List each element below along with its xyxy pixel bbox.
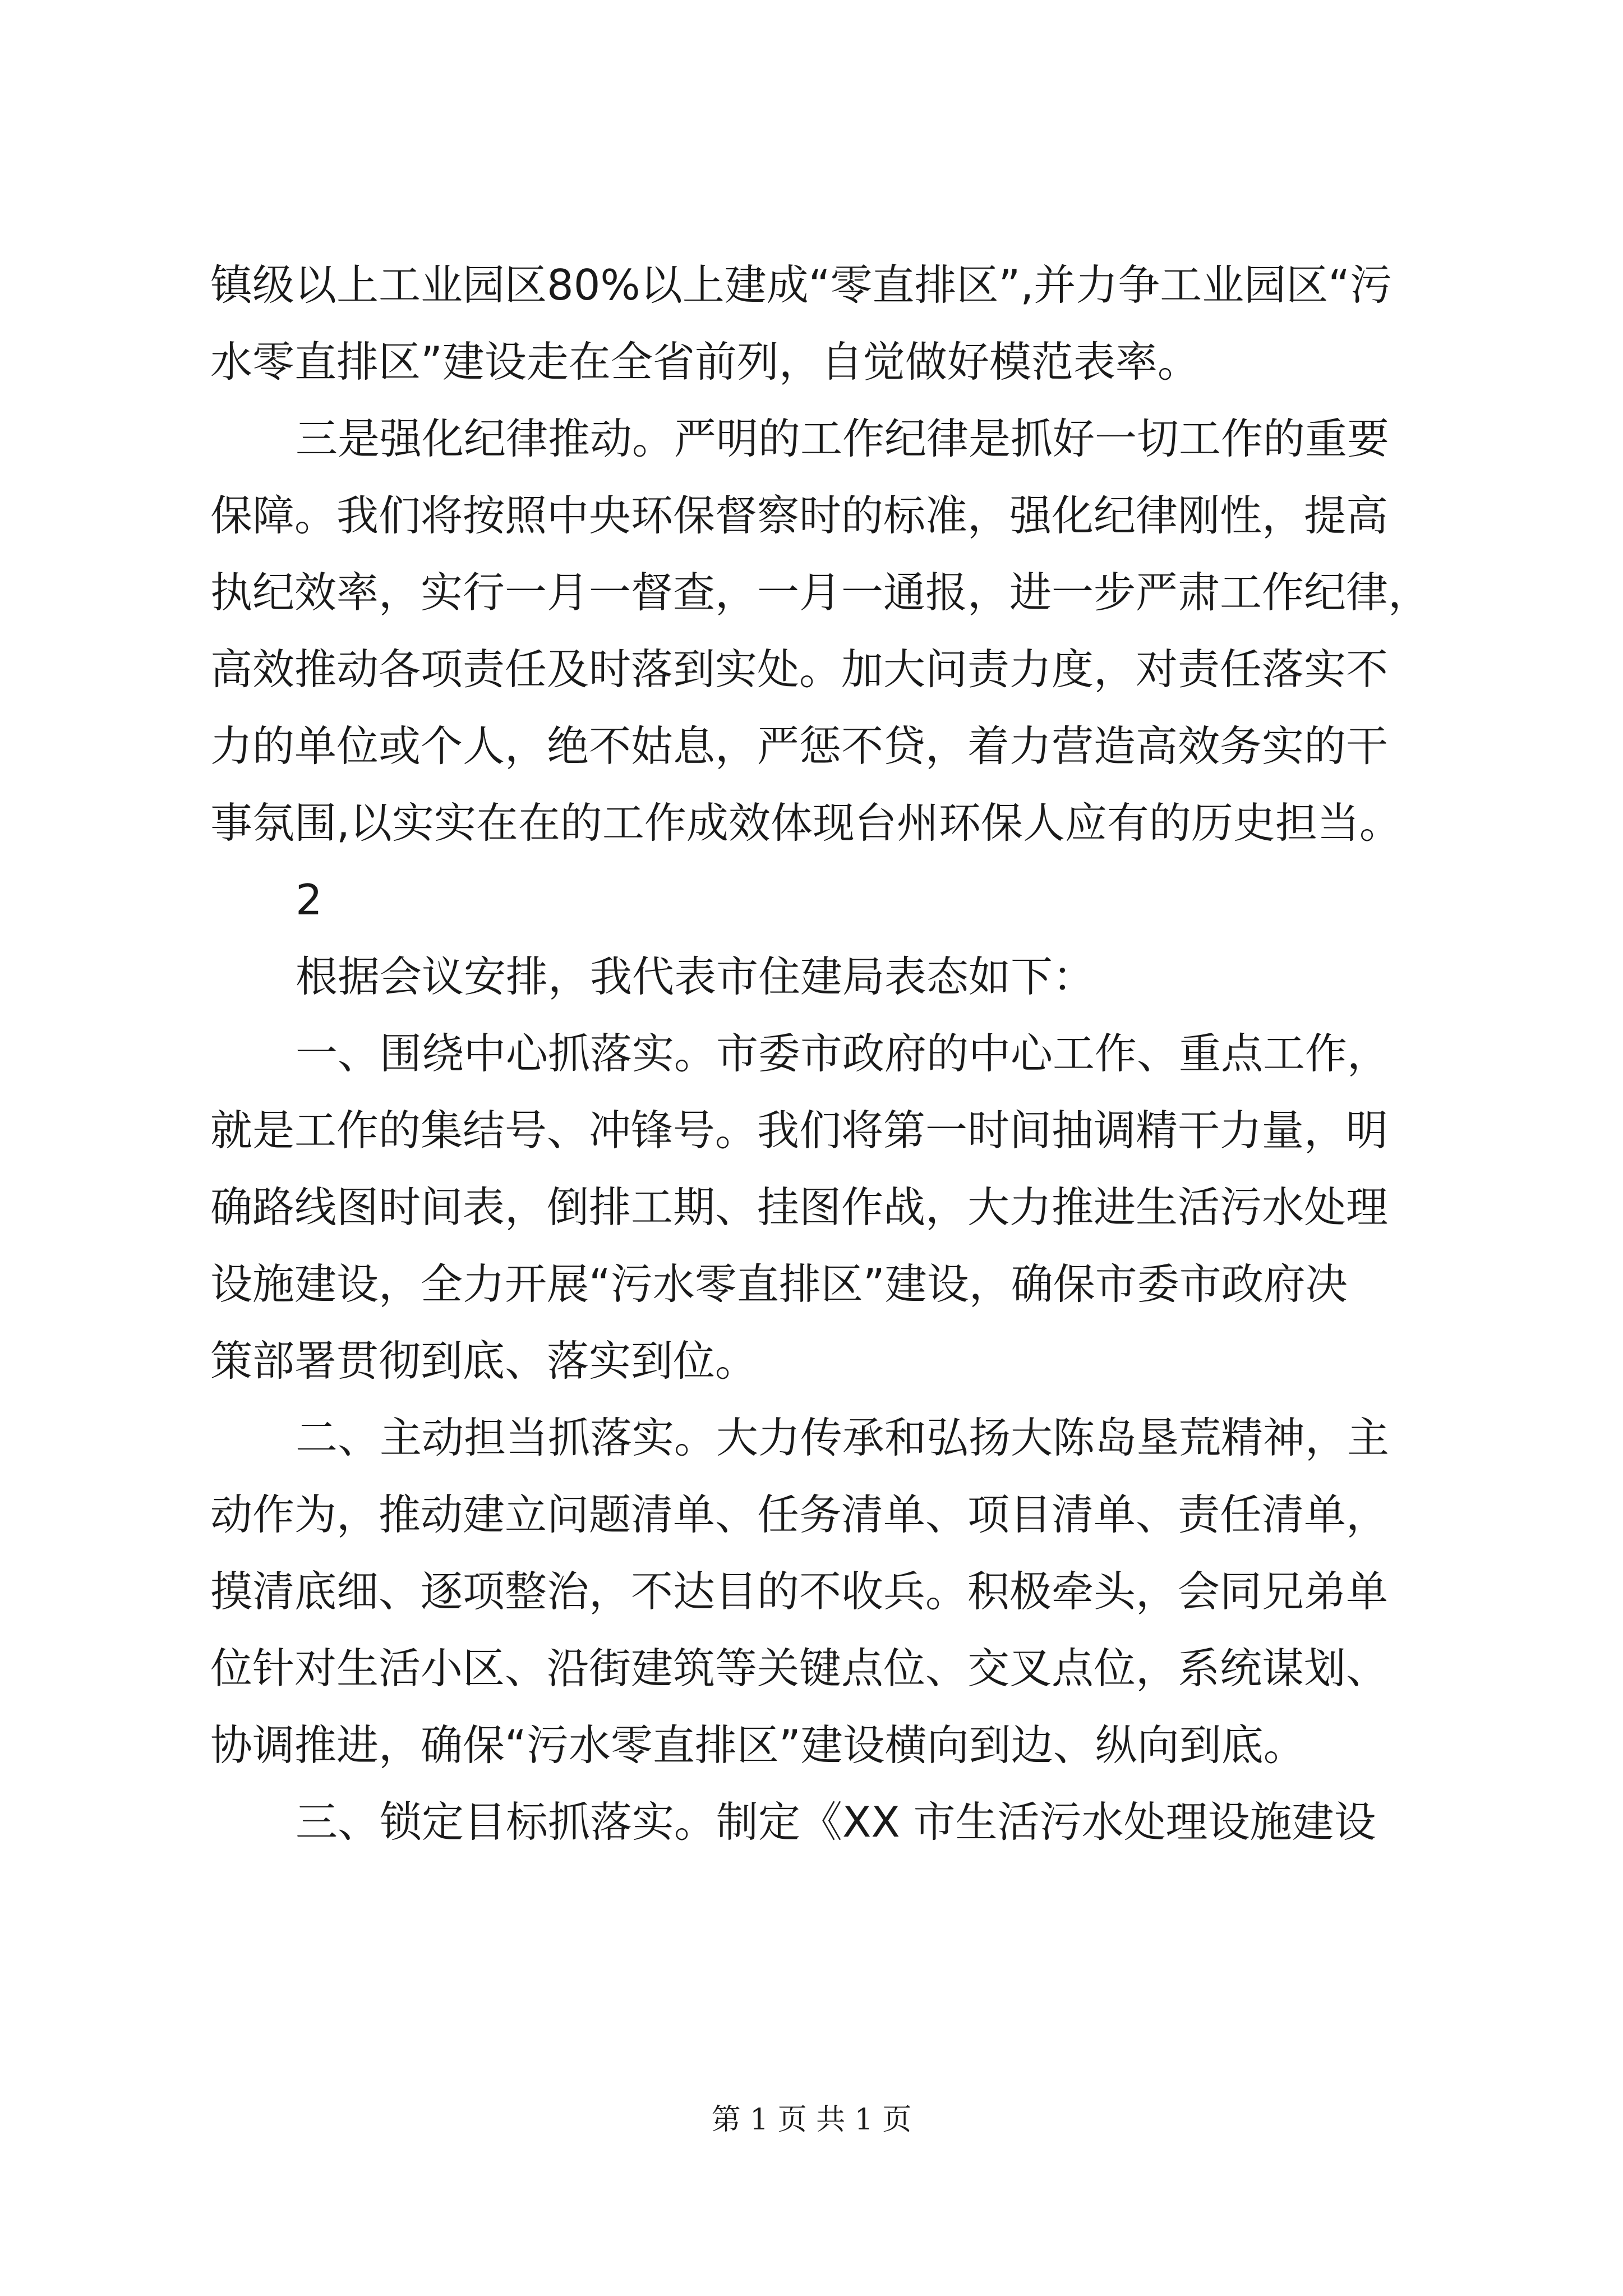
paragraph bbox=[210, 1784, 1422, 1861]
text-line: 策部署贯彻到底、落实到位。 bbox=[210, 1336, 758, 1386]
paragraph bbox=[210, 862, 1422, 938]
text-line: 镇级以上工业园区80%以上建成“零直排区”,并力争工业园区“污 bbox=[210, 260, 1393, 310]
text-line: 高效推动各项责任及时落到实处。加大问责力度，对责任落实不 bbox=[210, 645, 1389, 694]
text-line: 一、围绕中心抓落实。市委市政府的中心工作、重点工作， bbox=[296, 1029, 1390, 1078]
text-line: 执纪效率，实行一月一督查，一月一通报，进一步严肃工作纪律， bbox=[210, 568, 1431, 617]
text-line: 摸清底细、逐项整治，不达目的不收兵。积极牵头，会同兄弟单 bbox=[210, 1567, 1389, 1616]
text-line: 保障。我们将按照中央环保督察时的标准，强化纪律刚性，提高 bbox=[210, 491, 1389, 540]
text-line: 确路线图时间表，倒排工期、挂图作战，大力推进生活污水处理 bbox=[210, 1182, 1389, 1232]
text-line: 2 bbox=[296, 875, 322, 924]
document-body bbox=[210, 247, 1431, 1861]
text-line: 事氛围,以实实在在的工作成效体现台州环保人应有的历史担当。 bbox=[210, 798, 1401, 848]
paragraph bbox=[210, 1400, 1422, 1784]
paragraph bbox=[210, 401, 1431, 862]
text-line: 位针对生活小区、沿街建筑等关键点位、交叉点位，系统谋划、 bbox=[210, 1644, 1389, 1693]
text-line: 力的单位或个人，绝不姑息，严惩不贷，着力营造高效务实的干 bbox=[210, 721, 1389, 771]
text-line: 根据会议安排，我代表市住建局表态如下： bbox=[296, 952, 1095, 1001]
text-line: 二、主动担当抓落实。大力传承和弘扬大陈岛垦荒精神，主 bbox=[296, 1413, 1390, 1462]
paragraph bbox=[210, 938, 1422, 1015]
page-footer: 第 1 页 共 1 页 bbox=[711, 2103, 912, 2137]
text-line: 三、锁定目标抓落实。制定《XX 市生活污水处理设施建设 bbox=[296, 1797, 1376, 1847]
text-line: 动作为，推动建立问题清单、任务清单、项目清单、责任清单， bbox=[210, 1490, 1389, 1539]
text-line: 协调推进，确保“污水零直排区”建设横向到边、纵向到底。 bbox=[210, 1720, 1306, 1770]
text-line: 水零直排区”建设走在全省前列，自觉做好模范表率。 bbox=[210, 337, 1200, 386]
paragraph bbox=[210, 1015, 1422, 1400]
text-line: 就是工作的集结号、冲锋号。我们将第一时间抽调精干力量，明 bbox=[210, 1106, 1389, 1155]
paragraph bbox=[210, 247, 1422, 401]
text-line: 设施建设，全力开展“污水零直排区”建设，确保市委市政府决 bbox=[210, 1259, 1348, 1309]
text-line: 三是强化纪律推动。严明的工作纪律是抓好一切工作的重要 bbox=[296, 414, 1390, 463]
